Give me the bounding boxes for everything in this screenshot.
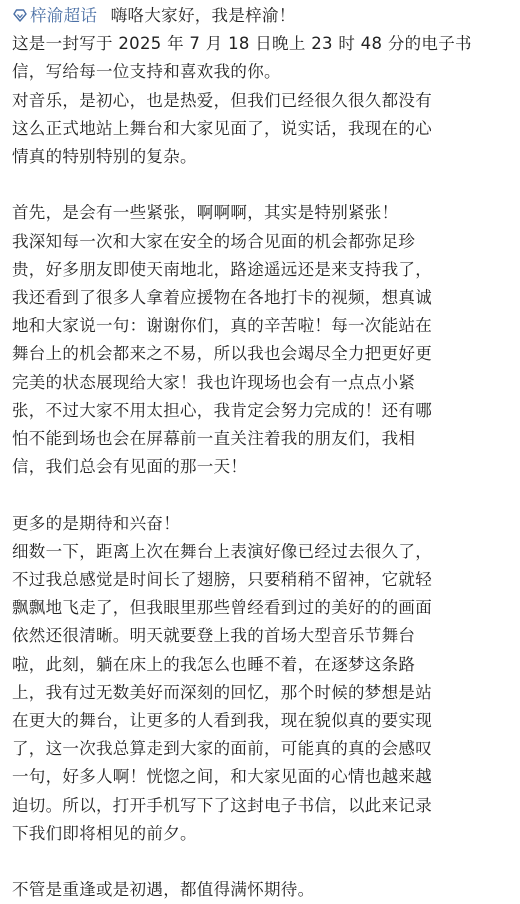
text-line: 迫切。所以，打开手机写下了这封电子书信，以此来记录 (12, 795, 432, 815)
diamond-heart-icon (12, 7, 28, 23)
text-line: 下我们即将相见的前夕。 (12, 823, 197, 843)
text-line: 怕不能到场也会在屏幕前一直关注着我的朋友们，我相 (12, 429, 416, 449)
text-line: 这是一封写于 2025 年 7 月 18 日晚上 23 时 48 分的电子书 (12, 34, 472, 54)
text-line: 完美的状态展现给大家！我也许现场也会有一点点小紧 (12, 372, 416, 392)
text-line: 依然还很清晰。明天就要登上我的首场大型音乐节舞台 (12, 626, 416, 646)
text-line: 更多的是期待和兴奋！ (12, 513, 180, 533)
text-line: 细数一下，距离上次在舞台上表演好像已经过去很久了， (12, 541, 432, 561)
paragraph (12, 30, 510, 171)
text-line: 了，这一次我总算走到大家的面前，可能真的真的会感叹 (12, 739, 432, 759)
text-line: 舞台上的机会都来之不易，所以我也会竭尽全力把更好更 (12, 344, 432, 364)
text-line: 对音乐，是初心，也是热爱，但我们已经很久很久都没有 (12, 90, 432, 110)
paragraph (12, 510, 510, 848)
greeting-text: 嗨咯大家好，我是梓渝！ (110, 6, 296, 25)
text-line: 飘飘地飞走了，但我眼里那些曾经看到过的美好的的画面 (12, 598, 432, 618)
text-line: 我深知每一次和大家在安全的场合见面的机会都弥足珍 (12, 231, 416, 251)
topic-tag-label[interactable]: 梓渝超话 (30, 6, 98, 25)
text-line: 啦，此刻，躺在床上的我怎么也睡不着，在逐梦这条路 (12, 654, 416, 674)
text-line: 在更大的舞台，让更多的人看到我，现在貌似真的要实现 (12, 711, 432, 731)
text-line: 贵，好多朋友即使天南地北，路途遥远还是来支持我了， (12, 259, 432, 279)
text-line: 信，我们总会有见面的那一天！ (12, 457, 248, 477)
text-line: 这么正式地站上舞台和大家见面了，说实话，我现在的心 (12, 118, 432, 138)
paragraph-gap (12, 848, 510, 876)
paragraph (12, 876, 510, 904)
text-line: 一句，好多人啊！恍惚之间，和大家见面的心情也越来越 (12, 767, 432, 787)
text-line: 信，写给每一位支持和喜欢我的你。 (12, 62, 281, 82)
text-line: 张，不过大家不用太担心，我肯定会努力完成的！还有哪 (12, 400, 432, 420)
post-body (12, 30, 510, 904)
text-line: 情真的特别特别的复杂。 (12, 147, 197, 167)
paragraph-gap (12, 481, 510, 509)
post-header-line (12, 2, 510, 30)
text-line: 不管是重逢或是初遇，都值得满怀期待。 (12, 880, 315, 900)
topic-tag-link[interactable] (12, 6, 103, 25)
text-line: 上，我有过无数美好而深刻的回忆，那个时候的梦想是站 (12, 682, 432, 702)
text-line: 不过我总感觉是时间长了翅膀，只要稍稍不留神，它就轻 (12, 570, 432, 590)
paragraph (12, 199, 510, 481)
text-line: 我还看到了很多人拿着应援物在各地打卡的视频，想真诚 (12, 288, 432, 308)
text-line: 地和大家说一句：谢谢你们，真的辛苦啦！每一次能站在 (12, 316, 432, 336)
paragraph-gap (12, 171, 510, 199)
text-line: 首先，是会有一些紧张，啊啊啊，其实是特别紧张！ (12, 203, 399, 223)
